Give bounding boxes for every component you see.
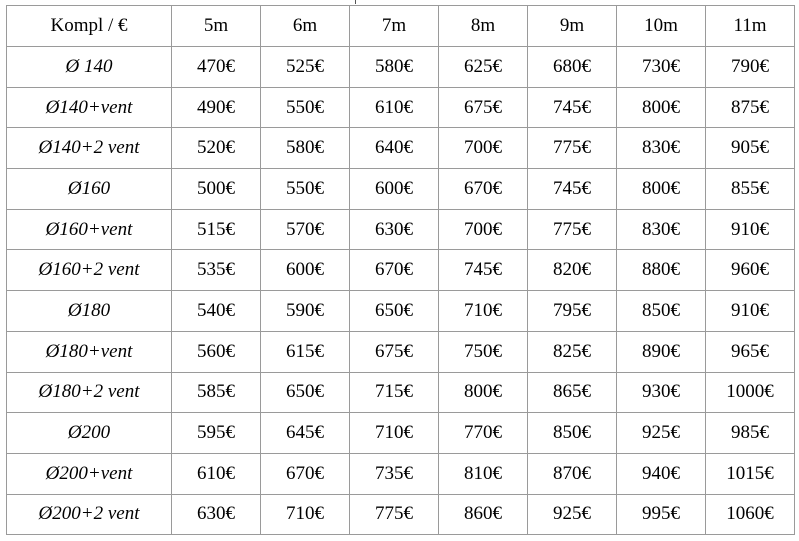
price-cell: 540€	[172, 291, 261, 332]
price-cell: 640€	[350, 128, 439, 169]
price-cell: 615€	[261, 331, 350, 372]
price-cell: 870€	[528, 453, 617, 494]
price-cell: 595€	[172, 413, 261, 454]
price-table	[6, 5, 795, 535]
price-cell: 790€	[706, 47, 795, 88]
price-cell: 730€	[617, 47, 706, 88]
table-row	[7, 250, 795, 291]
price-cell: 520€	[172, 128, 261, 169]
price-cell: 535€	[172, 250, 261, 291]
table-row	[7, 128, 795, 169]
price-cell: 1000€	[706, 372, 795, 413]
price-cell: 590€	[261, 291, 350, 332]
table-row	[7, 413, 795, 454]
price-cell: 850€	[617, 291, 706, 332]
price-cell: 775€	[528, 209, 617, 250]
table-row	[7, 169, 795, 210]
price-cell: 645€	[261, 413, 350, 454]
price-cell: 745€	[439, 250, 528, 291]
header-cell-7m: 7m	[350, 6, 439, 47]
row-label-cell: Ø180	[7, 291, 172, 332]
price-cell: 925€	[528, 494, 617, 535]
price-cell: 1015€	[706, 453, 795, 494]
price-cell: 710€	[261, 494, 350, 535]
row-label-cell: Ø160	[7, 169, 172, 210]
price-cell: 750€	[439, 331, 528, 372]
header-cell-9m: 9m	[528, 6, 617, 47]
price-cell: 560€	[172, 331, 261, 372]
price-cell: 770€	[439, 413, 528, 454]
price-cell: 930€	[617, 372, 706, 413]
row-label-cell: Ø200+vent	[7, 453, 172, 494]
price-cell: 650€	[350, 291, 439, 332]
table-header	[7, 6, 795, 47]
price-cell: 890€	[617, 331, 706, 372]
table-row	[7, 494, 795, 535]
price-cell: 910€	[706, 209, 795, 250]
price-cell: 675€	[350, 331, 439, 372]
price-cell: 865€	[528, 372, 617, 413]
price-cell: 830€	[617, 128, 706, 169]
price-cell: 580€	[350, 47, 439, 88]
price-cell: 735€	[350, 453, 439, 494]
price-cell: 995€	[617, 494, 706, 535]
price-cell: 500€	[172, 169, 261, 210]
table-row	[7, 291, 795, 332]
price-cell: 745€	[528, 169, 617, 210]
price-cell: 470€	[172, 47, 261, 88]
price-cell: 800€	[617, 87, 706, 128]
row-label-cell: Ø200	[7, 413, 172, 454]
price-cell: 570€	[261, 209, 350, 250]
price-cell: 800€	[439, 372, 528, 413]
header-cell-6m: 6m	[261, 6, 350, 47]
table-row	[7, 331, 795, 372]
row-label-cell: Ø160+vent	[7, 209, 172, 250]
header-cell-10m: 10m	[617, 6, 706, 47]
price-cell: 775€	[350, 494, 439, 535]
table-row	[7, 47, 795, 88]
price-cell: 960€	[706, 250, 795, 291]
price-cell: 625€	[439, 47, 528, 88]
table-row	[7, 87, 795, 128]
price-cell: 925€	[617, 413, 706, 454]
table-row	[7, 372, 795, 413]
price-cell: 610€	[350, 87, 439, 128]
price-cell: 630€	[172, 494, 261, 535]
price-cell: 825€	[528, 331, 617, 372]
table-body	[7, 47, 795, 535]
row-label-cell: Ø 140	[7, 47, 172, 88]
price-cell: 700€	[439, 128, 528, 169]
price-cell: 515€	[172, 209, 261, 250]
price-cell: 860€	[439, 494, 528, 535]
price-cell: 550€	[261, 87, 350, 128]
header-cell-kompl: Kompl / €	[7, 6, 172, 47]
price-cell: 585€	[172, 372, 261, 413]
price-cell: 600€	[261, 250, 350, 291]
price-cell: 580€	[261, 128, 350, 169]
price-cell: 670€	[261, 453, 350, 494]
price-cell: 670€	[439, 169, 528, 210]
top-edge-mark	[355, 0, 356, 4]
price-cell: 775€	[528, 128, 617, 169]
price-cell: 795€	[528, 291, 617, 332]
price-cell: 680€	[528, 47, 617, 88]
price-cell: 850€	[528, 413, 617, 454]
row-label-cell: Ø180+2 vent	[7, 372, 172, 413]
table-row	[7, 453, 795, 494]
price-cell: 830€	[617, 209, 706, 250]
price-cell: 710€	[439, 291, 528, 332]
price-cell: 650€	[261, 372, 350, 413]
header-cell-5m: 5m	[172, 6, 261, 47]
price-cell: 715€	[350, 372, 439, 413]
price-cell: 600€	[350, 169, 439, 210]
price-cell: 940€	[617, 453, 706, 494]
price-cell: 855€	[706, 169, 795, 210]
price-cell: 610€	[172, 453, 261, 494]
price-cell: 820€	[528, 250, 617, 291]
price-cell: 550€	[261, 169, 350, 210]
row-label-cell: Ø200+2 vent	[7, 494, 172, 535]
price-cell: 905€	[706, 128, 795, 169]
row-label-cell: Ø180+vent	[7, 331, 172, 372]
row-label-cell: Ø140+2 vent	[7, 128, 172, 169]
row-label-cell: Ø140+vent	[7, 87, 172, 128]
price-cell: 965€	[706, 331, 795, 372]
price-cell: 525€	[261, 47, 350, 88]
price-cell: 800€	[617, 169, 706, 210]
header-cell-11m: 11m	[706, 6, 795, 47]
row-label-cell: Ø160+2 vent	[7, 250, 172, 291]
price-cell: 880€	[617, 250, 706, 291]
price-cell: 810€	[439, 453, 528, 494]
price-cell: 985€	[706, 413, 795, 454]
price-cell: 670€	[350, 250, 439, 291]
price-cell: 700€	[439, 209, 528, 250]
price-cell: 630€	[350, 209, 439, 250]
price-cell: 745€	[528, 87, 617, 128]
price-cell: 710€	[350, 413, 439, 454]
price-cell: 910€	[706, 291, 795, 332]
price-cell: 1060€	[706, 494, 795, 535]
price-cell: 875€	[706, 87, 795, 128]
header-row	[7, 6, 795, 47]
table-row	[7, 209, 795, 250]
price-cell: 490€	[172, 87, 261, 128]
header-cell-8m: 8m	[439, 6, 528, 47]
price-cell: 675€	[439, 87, 528, 128]
